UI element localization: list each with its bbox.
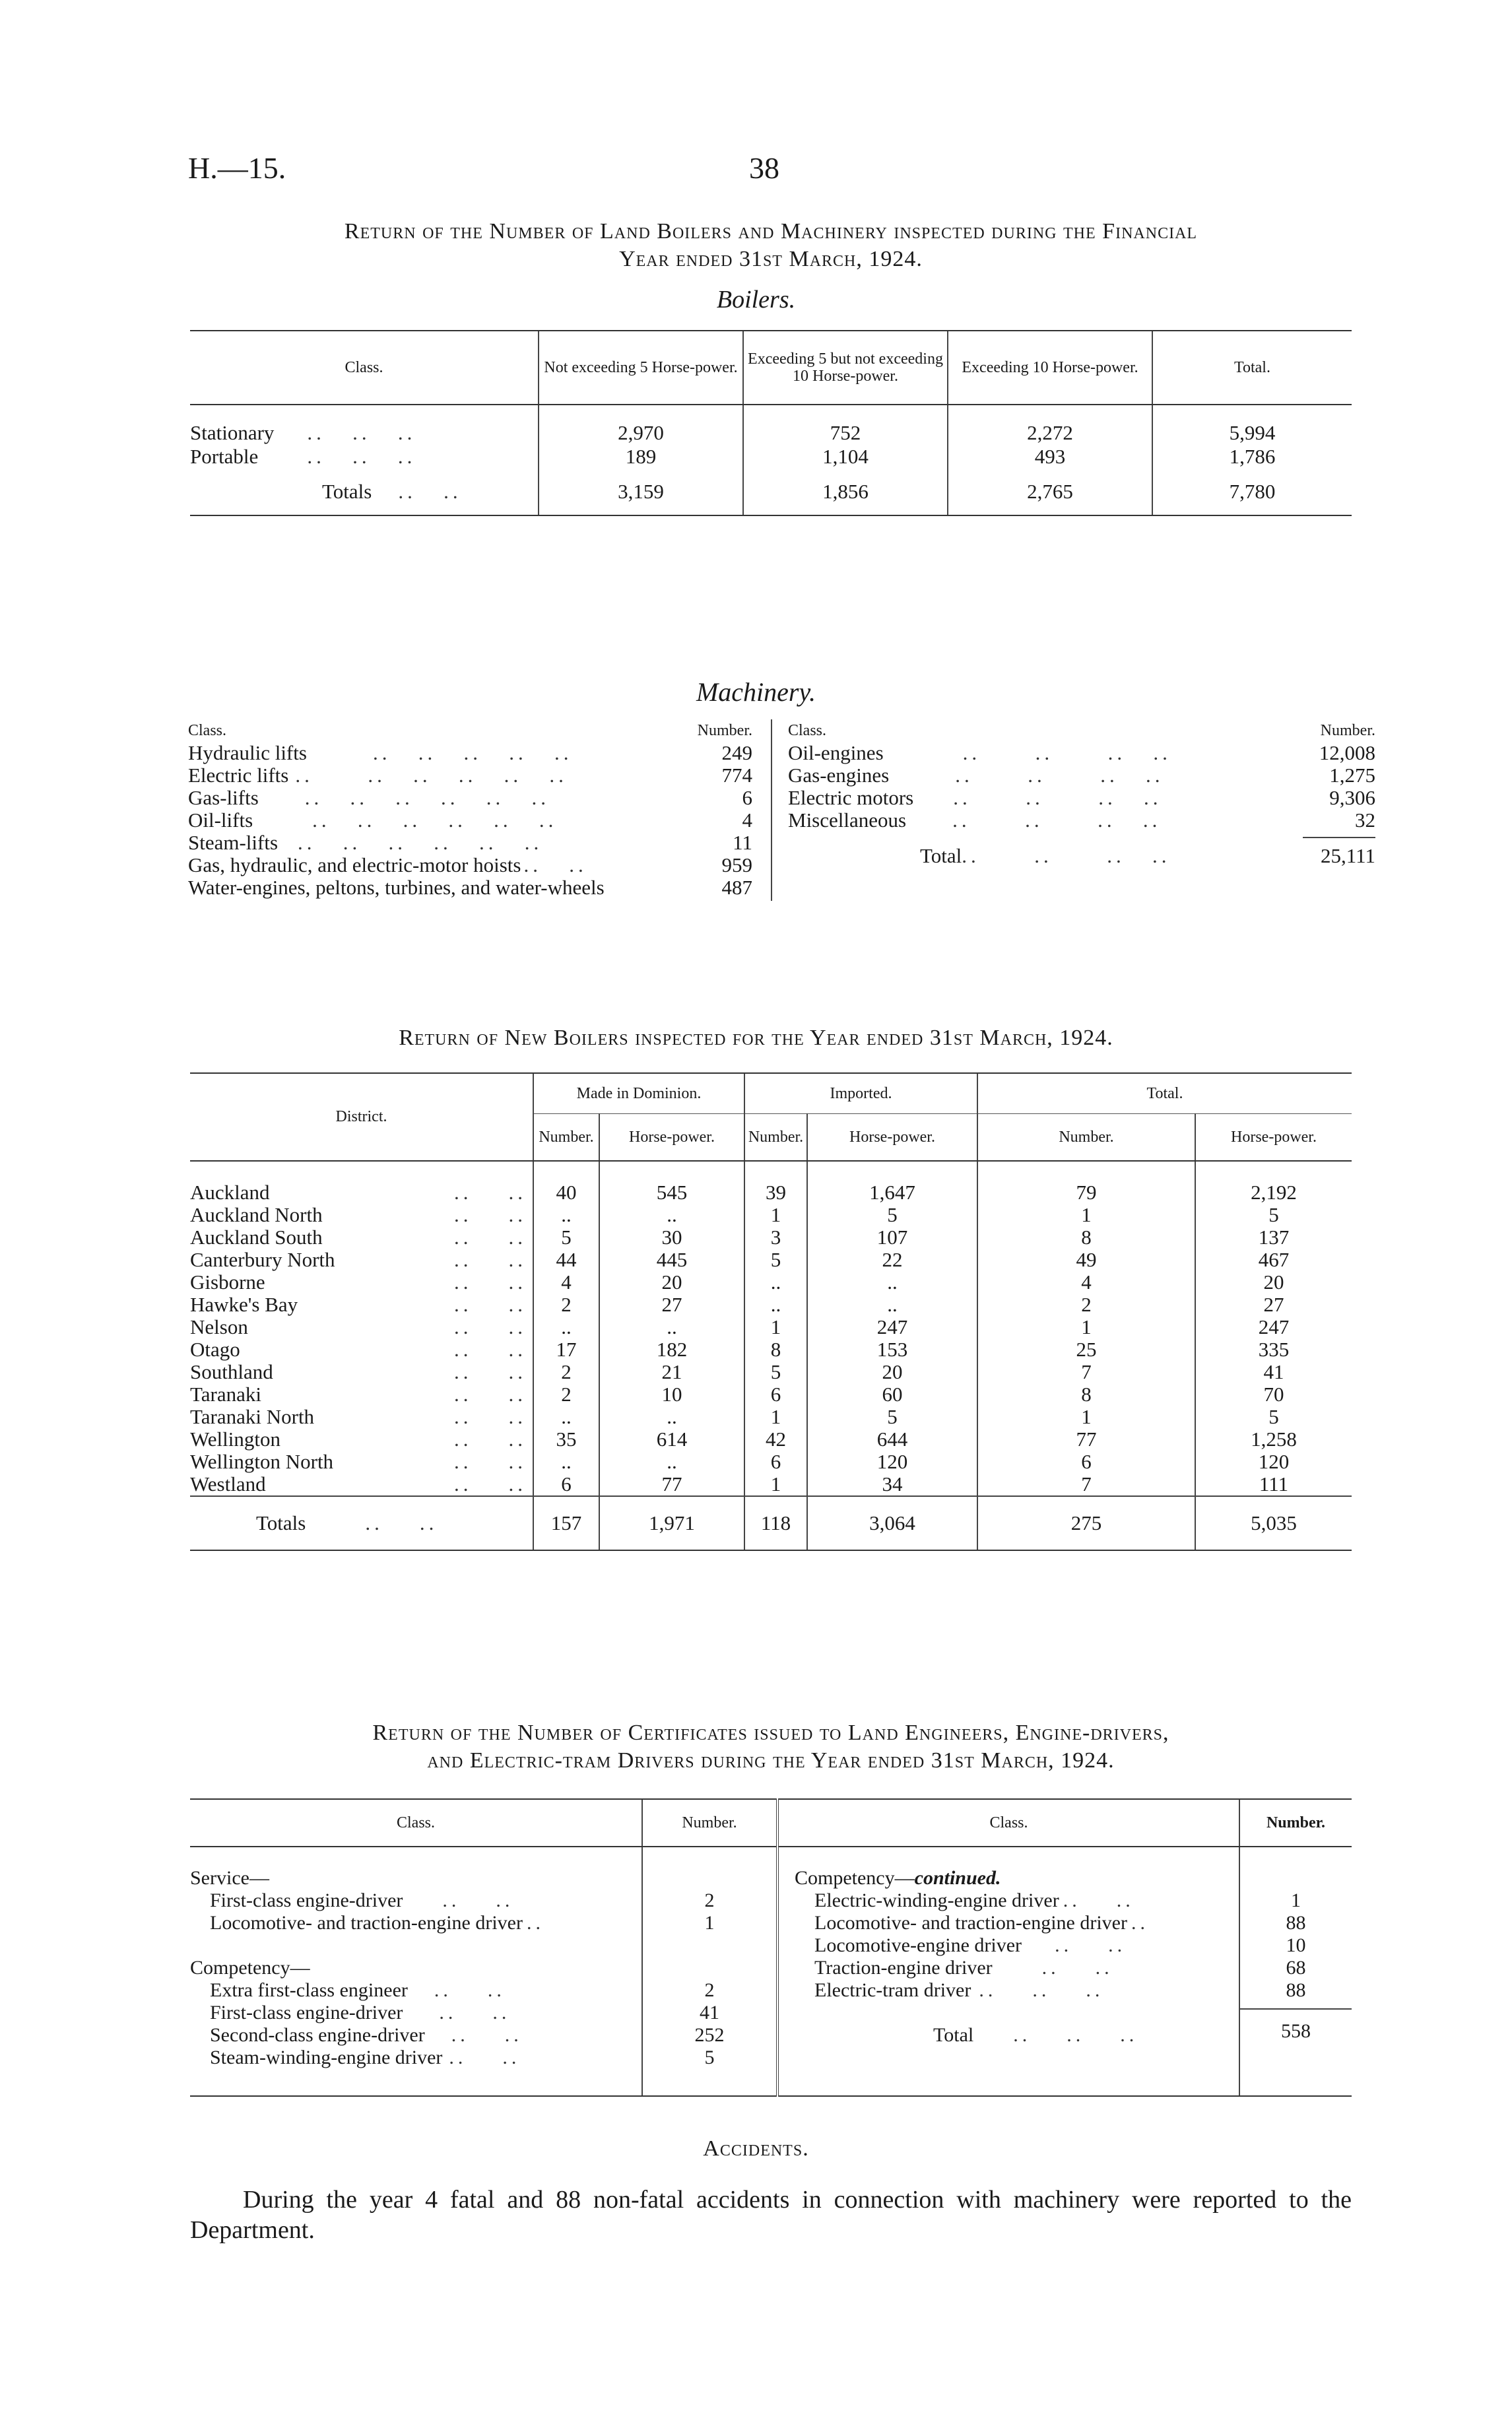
- district-name: Auckland South: [190, 1226, 323, 1249]
- boilers-title-line2: Year ended 31st March, 1924.: [619, 247, 923, 271]
- table-cell: ..: [599, 1204, 744, 1226]
- nb-group-total: Total.: [977, 1073, 1352, 1114]
- list-item: Extra first-class engineer .. ..: [210, 1979, 506, 2001]
- blank-line: [190, 1934, 641, 1957]
- table-cell: 6: [744, 1383, 807, 1406]
- nb-col-district: District.: [190, 1073, 533, 1161]
- list-item: Miscellaneous .. .. .. .. 32: [788, 808, 1375, 832]
- machinery-col-class: Class.: [788, 722, 827, 739]
- list-item: Second-class engine-driver .. ..: [210, 2024, 523, 2046]
- machinery-col-number: Number.: [697, 722, 752, 739]
- district-name: Wellington North: [190, 1450, 334, 1473]
- table-cell: 107: [807, 1226, 977, 1249]
- table-cell: 5: [807, 1406, 977, 1428]
- district-name: Taranaki North: [190, 1405, 315, 1428]
- item-value: 88: [1286, 1912, 1306, 1934]
- item-label: Electric lifts: [188, 764, 289, 787]
- table-cell: 77: [977, 1428, 1195, 1451]
- cert-col-number: Number.: [642, 1799, 777, 1847]
- table-cell: 17: [533, 1338, 599, 1361]
- cert-left-labels: [190, 1847, 642, 2096]
- item-label: Locomotive-engine driver: [814, 1934, 1022, 1956]
- item-value: 11: [733, 831, 752, 854]
- table-cell: ..: [807, 1271, 977, 1294]
- table-cell: 644: [807, 1428, 977, 1451]
- item-value: 5: [704, 2047, 715, 2068]
- table-cell: 445: [599, 1249, 744, 1271]
- district-name: Auckland North: [190, 1203, 323, 1226]
- table-cell: ..: [599, 1451, 744, 1473]
- table-cell: 44: [533, 1249, 599, 1271]
- table-row: Nelson .. .. .. .. 1 247 1 247: [190, 1316, 1352, 1338]
- table-cell: 545: [599, 1161, 744, 1204]
- item-label: Gas-engines: [788, 764, 890, 787]
- nb-group-dominion: Made in Dominion.: [533, 1073, 744, 1114]
- table-cell: 2: [977, 1294, 1195, 1316]
- table-cell: 493: [948, 445, 1152, 469]
- table-cell: 1: [744, 1406, 807, 1428]
- document-reference: H.—15.: [188, 151, 286, 185]
- table-cell: 20: [1195, 1271, 1352, 1294]
- table-cell: 5: [807, 1204, 977, 1226]
- table-cell: 2,765: [948, 469, 1152, 515]
- table-cell: 27: [1195, 1294, 1352, 1316]
- table-cell: 5,994: [1152, 421, 1352, 445]
- table-cell: 3,159: [539, 469, 743, 515]
- item-label: First-class engine-driver: [210, 2002, 403, 2023]
- table-cell: 1,971: [599, 1496, 744, 1550]
- item-label: Steam-winding-engine driver: [210, 2047, 443, 2068]
- table-cell: 752: [743, 421, 948, 445]
- cert-left-values: [642, 1847, 777, 2096]
- table-cell: 5: [744, 1249, 807, 1271]
- total-rule: [1303, 837, 1375, 838]
- table-cell: 5: [1195, 1406, 1352, 1428]
- totals-row: Totals .. .. 3,159 1,856 2,765 7,780: [190, 469, 1352, 515]
- table-cell: 120: [807, 1451, 977, 1473]
- machinery-col-class: Class.: [188, 722, 227, 739]
- certificates-title-line2: and Electric-tram Drivers during the Year ended 31st March, 1924.: [427, 1748, 1115, 1773]
- table-cell: ..: [807, 1294, 977, 1316]
- district-name: Nelson: [190, 1315, 248, 1338]
- table-row: Gisborne .. .. 4 20 .. .. 4 20: [190, 1271, 1352, 1294]
- list-item: First-class engine-driver .. ..: [210, 1890, 514, 1911]
- nb-group-imported: Imported.: [744, 1073, 977, 1114]
- table-cell: 7: [977, 1361, 1195, 1383]
- item-label: Electric-tram driver: [814, 1979, 971, 2001]
- table-cell: 111: [1195, 1473, 1352, 1496]
- table-cell: 1,647: [807, 1161, 977, 1204]
- list-item: Oil-lifts .. .. .. .. .. .. 4: [188, 808, 752, 832]
- table-cell: 10: [599, 1383, 744, 1406]
- district-name: Wellington: [190, 1428, 280, 1451]
- heading-text: Competency—: [795, 1867, 915, 1889]
- table-cell: 1,856: [743, 469, 948, 515]
- table-cell: 6: [533, 1473, 599, 1496]
- table-cell: 1: [744, 1473, 807, 1496]
- table-cell: 247: [1195, 1316, 1352, 1338]
- new-boilers-title: Return of New Boilers inspected for the Year ended 31st March, 1924.: [399, 1026, 1113, 1050]
- table-row: Auckland North .. .. .. .. 1 5 1 5: [190, 1204, 1352, 1226]
- district-name: Westland: [190, 1472, 266, 1495]
- table-cell: 5,035: [1195, 1496, 1352, 1550]
- list-item: Gas-lifts .. .. .. .. .. .. 6: [188, 786, 752, 809]
- table-cell: 614: [599, 1428, 744, 1451]
- table-cell: 1: [977, 1406, 1195, 1428]
- table-cell: 30: [599, 1226, 744, 1249]
- item-value: 1: [1291, 1890, 1301, 1911]
- total-label: Total: [920, 844, 962, 867]
- cert-right-values: [1239, 1847, 1352, 2096]
- table-cell: ..: [533, 1316, 599, 1338]
- district-name: Auckland: [190, 1181, 270, 1204]
- nb-sub-number: Number.: [744, 1114, 807, 1162]
- boilers-title-line1: Return of the Number of Land Boilers and Machinery inspected during the Financial: [344, 219, 1198, 244]
- totals-row: Totals .. .. 157 1,971 118 3,064 275 5,035: [190, 1496, 1352, 1550]
- table-cell: 6: [744, 1451, 807, 1473]
- table-cell: 49: [977, 1249, 1195, 1271]
- totals-label: Totals: [322, 480, 372, 503]
- item-value: 6: [742, 786, 752, 809]
- table-cell: 1,786: [1152, 445, 1352, 469]
- heading-continued: continued.: [914, 1867, 1001, 1889]
- list-item: First-class engine-driver .. ..: [210, 2002, 511, 2023]
- table-row: Canterbury North .. .. 44 445 5 22 49 467: [190, 1249, 1352, 1271]
- cert-col-number: Number.: [1239, 1799, 1352, 1847]
- item-value: 1: [704, 1912, 715, 1934]
- table-cell: 35: [533, 1428, 599, 1451]
- nb-sub-hp: Horse-power.: [1195, 1114, 1352, 1162]
- table-row: Hawke's Bay .. .. 2 27 .. .. 2 27: [190, 1294, 1352, 1316]
- list-item: Gas-engines .. .. .. .. 1,275: [788, 764, 1375, 787]
- item-label: First-class engine-driver: [210, 1890, 403, 1911]
- machinery-left-column: [188, 719, 752, 899]
- machinery-col-number: Number.: [1320, 722, 1375, 739]
- table-cell: 77: [599, 1473, 744, 1496]
- nb-sub-number: Number.: [977, 1114, 1195, 1162]
- table-cell: ..: [744, 1271, 807, 1294]
- item-label: Oil-lifts: [188, 808, 253, 832]
- certificates-table: [190, 1798, 1352, 2097]
- district-name: Taranaki: [190, 1383, 261, 1406]
- list-item: Hydraulic lifts .. .. .. .. .. 249: [188, 741, 752, 764]
- item-value: 2: [704, 1979, 715, 2001]
- item-label: Electric motors: [788, 786, 914, 809]
- table-cell: ..: [533, 1406, 599, 1428]
- total-value: 558: [1281, 2020, 1311, 2042]
- list-item: [188, 876, 752, 899]
- item-value: 41: [700, 2002, 719, 2023]
- cert-col-class: Class.: [777, 1799, 1239, 1847]
- boilers-col-class: Class.: [190, 331, 539, 405]
- table-cell: 7,780: [1152, 469, 1352, 515]
- nb-sub-hp: Horse-power.: [807, 1114, 977, 1162]
- item-label: Gas-lifts: [188, 786, 259, 809]
- table-cell: 1,104: [743, 445, 948, 469]
- boilers-col-5to10: Exceeding 5 but not exceeding 10 Horse-power.: [743, 331, 948, 405]
- table-cell: 4: [533, 1271, 599, 1294]
- table-cell: ..: [599, 1316, 744, 1338]
- item-value: 249: [721, 741, 752, 764]
- table-row: Wellington North .. .. .. .. 6 120 6 120: [190, 1451, 1352, 1473]
- district-name: Canterbury North: [190, 1248, 335, 1271]
- table-cell: 2,192: [1195, 1161, 1352, 1204]
- table-row: Westland .. .. 6 77 1 34 7 111: [190, 1473, 1352, 1496]
- certificates-title: [190, 1719, 1352, 1775]
- item-label: Locomotive- and traction-engine driver: [814, 1912, 1127, 1934]
- table-cell: 275: [977, 1496, 1195, 1550]
- table-cell: 40: [533, 1161, 599, 1204]
- boilers-return-title: [190, 218, 1352, 273]
- list-item: Electric-winding-engine driver .. ..: [814, 1890, 1134, 1911]
- list-item: Steam-lifts .. .. .. .. .. .. 11: [188, 831, 752, 854]
- item-label: Gas, hydraulic, and electric-motor hoists: [188, 853, 521, 876]
- item-label: Second-class engine-driver: [210, 2024, 425, 2046]
- table-cell: 25: [977, 1338, 1195, 1361]
- table-cell: 41: [1195, 1361, 1352, 1383]
- table-cell: ..: [744, 1294, 807, 1316]
- total-row: Total .. .. ..: [933, 2024, 1138, 2046]
- table-cell: 7: [977, 1473, 1195, 1496]
- totals-label: Totals: [256, 1511, 306, 1534]
- table-row: Otago .. .. 17 182 8 153 25 335: [190, 1338, 1352, 1361]
- table-cell: 5: [744, 1361, 807, 1383]
- table-cell: 3: [744, 1226, 807, 1249]
- table-cell: 1: [977, 1316, 1195, 1338]
- item-value: 32: [1355, 808, 1375, 832]
- district-name: Gisborne: [190, 1270, 265, 1294]
- table-cell: 467: [1195, 1249, 1352, 1271]
- item-value: 9,306: [1329, 786, 1375, 809]
- table-cell: 39: [744, 1161, 807, 1204]
- table-cell: 335: [1195, 1338, 1352, 1361]
- table-cell: 153: [807, 1338, 977, 1361]
- table-cell: 118: [744, 1496, 807, 1550]
- list-item: Oil-engines .. .. .. .. 12,008: [788, 741, 1375, 764]
- list-item: Gas, hydraulic, and electric-motor hoists .. .. 959: [188, 853, 752, 876]
- cert-group-heading: Competency—: [190, 1957, 310, 1979]
- table-cell: 182: [599, 1338, 744, 1361]
- item-value: 2: [704, 1890, 715, 1911]
- certificates-title-line1: Return of the Number of Certificates issued to Land Engineers, Engine-drivers,: [372, 1721, 1169, 1745]
- list-item: Electric lifts .. .. .. .. .. .. 774: [188, 764, 752, 787]
- table-cell: 247: [807, 1316, 977, 1338]
- table-cell: 1: [977, 1204, 1195, 1226]
- item-value: 487: [721, 876, 752, 899]
- list-item: Locomotive-engine driver .. ..: [814, 1934, 1127, 1956]
- table-cell: 8: [977, 1383, 1195, 1406]
- table-cell: 27: [599, 1294, 744, 1316]
- table-cell: 79: [977, 1161, 1195, 1204]
- table-row: Southland .. .. 2 21 5 20 7 41: [190, 1361, 1352, 1383]
- boilers-col-over10: Exceeding 10 Horse-power.: [948, 331, 1152, 405]
- table-row: Stationary .. .. .. 2,970 752 2,272 5,994: [190, 421, 1352, 445]
- list-item: Steam-winding-engine driver .. ..: [210, 2047, 521, 2068]
- table-cell: ..: [533, 1204, 599, 1226]
- table-cell: 20: [599, 1271, 744, 1294]
- district-name: Hawke's Bay: [190, 1293, 298, 1316]
- page-number: 38: [749, 151, 779, 185]
- item-value: 12,008: [1319, 741, 1375, 764]
- table-cell: 20: [807, 1361, 977, 1383]
- table-cell: 1: [744, 1316, 807, 1338]
- table-cell: 1,258: [1195, 1428, 1352, 1451]
- table-cell: 2,970: [539, 421, 743, 445]
- table-cell: ..: [599, 1406, 744, 1428]
- table-cell: 1: [744, 1204, 807, 1226]
- table-cell: ..: [533, 1451, 599, 1473]
- table-cell: 8: [744, 1338, 807, 1361]
- boilers-table: [190, 330, 1352, 516]
- item-label: Electric-winding-engine driver: [814, 1890, 1059, 1911]
- table-row: Auckland .. .. 40 545 39 1,647 79 2,192: [190, 1161, 1352, 1204]
- item-label: Extra first-class engineer: [210, 1979, 408, 2001]
- item-value: 774: [721, 764, 752, 787]
- list-item: Traction-engine driver .. ..: [814, 1957, 1113, 1979]
- item-value: 68: [1286, 1957, 1306, 1979]
- new-boilers-table: [190, 1072, 1352, 1551]
- machinery-subtitle: Machinery.: [696, 677, 816, 707]
- item-value: 10: [1286, 1934, 1306, 1956]
- list-item: Electric-tram driver .. .. ..: [814, 1979, 1104, 2001]
- list-item: Electric motors .. .. .. .. 9,306: [788, 786, 1375, 809]
- district-name: Southland: [190, 1360, 273, 1383]
- cert-group-heading: Service—: [190, 1867, 269, 1889]
- table-cell: 2,272: [948, 421, 1152, 445]
- table-cell: 22: [807, 1249, 977, 1271]
- boilers-subtitle: Boilers.: [716, 286, 796, 313]
- machinery-right-column: [771, 719, 1375, 901]
- cert-col-class: Class.: [190, 1799, 642, 1847]
- item-label: Traction-engine driver: [814, 1957, 993, 1979]
- table-row: Auckland South .. .. 5 30 3 107 8 137: [190, 1226, 1352, 1249]
- table-cell: 189: [539, 445, 743, 469]
- list-item: Locomotive- and traction-engine driver ..: [814, 1912, 1149, 1934]
- row-label: Portable: [190, 445, 259, 468]
- table-cell: 6: [977, 1451, 1195, 1473]
- cert-right-labels: [777, 1847, 1239, 2096]
- table-cell: 34: [807, 1473, 977, 1496]
- table-cell: 2: [533, 1383, 599, 1406]
- item-label: Water-engines, peltons, turbines, and water-wheels: [188, 876, 605, 899]
- item-value: 88: [1286, 1979, 1306, 2001]
- cert-group-heading: [795, 1867, 1239, 1890]
- table-cell: 60: [807, 1383, 977, 1406]
- boilers-col-total: Total.: [1152, 331, 1352, 405]
- table-cell: 5: [533, 1226, 599, 1249]
- boilers-col-under5: Not exceeding 5 Horse-power.: [539, 331, 743, 405]
- table-row: Portable .. .. .. 189 1,104 493 1,786: [190, 445, 1352, 469]
- table-cell: 5: [1195, 1204, 1352, 1226]
- item-value: 252: [694, 2024, 725, 2046]
- table-cell: 8: [977, 1226, 1195, 1249]
- table-cell: 2: [533, 1361, 599, 1383]
- total-row: Total.. .. .. .. 25,111: [920, 844, 1375, 867]
- table-cell: 42: [744, 1428, 807, 1451]
- item-value: 4: [742, 808, 752, 832]
- nb-sub-number: Number.: [533, 1114, 599, 1162]
- row-label: Stationary: [190, 421, 275, 444]
- item-label: Steam-lifts: [188, 831, 279, 854]
- item-value: 959: [721, 853, 752, 876]
- item-label: Hydraulic lifts: [188, 741, 307, 764]
- total-label: Total: [933, 2024, 974, 2046]
- table-cell: 3,064: [807, 1496, 977, 1550]
- table-cell: 21: [599, 1361, 744, 1383]
- district-name: Otago: [190, 1338, 240, 1361]
- table-row: Wellington .. .. 35 614 42 644 77 1,258: [190, 1428, 1352, 1451]
- table-cell: 70: [1195, 1383, 1352, 1406]
- item-label: Oil-engines: [788, 741, 884, 764]
- table-cell: 120: [1195, 1451, 1352, 1473]
- table-row: Taranaki .. .. 2 10 6 60 8 70: [190, 1383, 1352, 1406]
- table-cell: 137: [1195, 1226, 1352, 1249]
- accidents-heading: Accidents.: [703, 2136, 809, 2161]
- total-value: 25,111: [1321, 844, 1375, 867]
- item-label: Locomotive- and traction-engine driver: [210, 1912, 523, 1934]
- table-cell: 4: [977, 1271, 1195, 1294]
- table-cell: 2: [533, 1294, 599, 1316]
- nb-sub-hp: Horse-power.: [599, 1114, 744, 1162]
- table-row: Taranaki North .. .. .. .. 1 5 1 5: [190, 1406, 1352, 1428]
- list-item: Locomotive- and traction-engine driver ..: [210, 1912, 544, 1934]
- table-cell: 157: [533, 1496, 599, 1550]
- accidents-paragraph: During the year 4 fatal and 88 non-fatal accidents in connection with machinery were reported to the Department.: [190, 2186, 1352, 2244]
- item-label: Miscellaneous: [788, 808, 907, 832]
- item-value: 1,275: [1329, 764, 1375, 787]
